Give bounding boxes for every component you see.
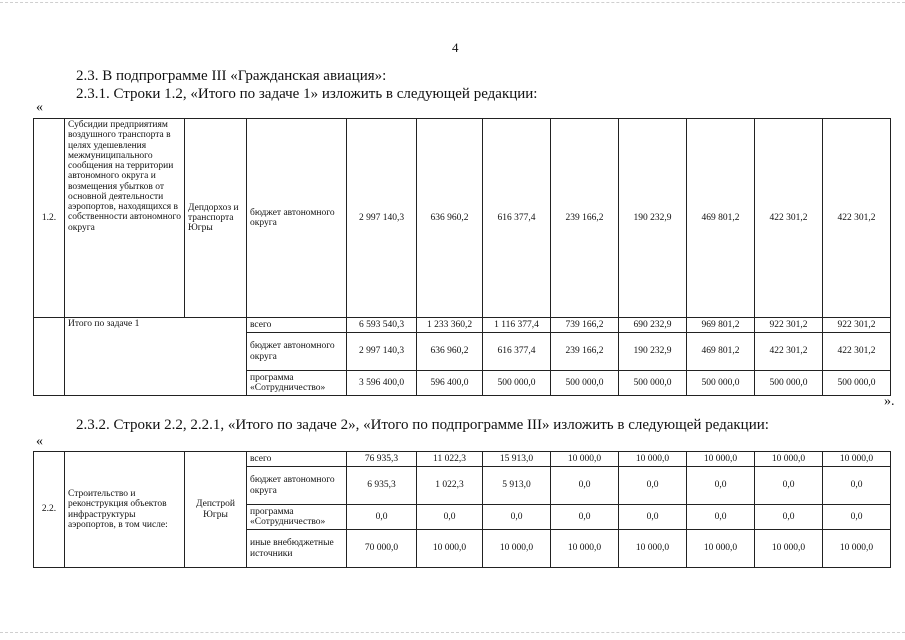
value-cell: 0,0 [483, 505, 551, 530]
value-cell: 239 166,2 [551, 333, 619, 371]
row-source: программа «Сотрудничество» [247, 505, 347, 530]
open-quote-1: « [36, 100, 43, 115]
value-cell: 690 232,9 [619, 318, 687, 333]
value-cell: 500 000,0 [619, 371, 687, 396]
scan-edge-top [0, 2, 905, 5]
value-cell: 239 166,2 [551, 119, 619, 318]
value-cell: 422 301,2 [823, 333, 891, 371]
value-cell: 11 022,3 [417, 452, 483, 467]
value-cell: 0,0 [551, 505, 619, 530]
value-cell: 76 935,3 [347, 452, 417, 467]
value-cell: 0,0 [619, 505, 687, 530]
value-cell: 2 997 140,3 [347, 119, 417, 318]
row-source: иные внебюджетные источники [247, 530, 347, 568]
value-cell: 922 301,2 [823, 318, 891, 333]
row-number: 1.2. [34, 119, 65, 318]
value-cell: 10 000,0 [417, 530, 483, 568]
table-task-2 [33, 451, 891, 568]
scan-edge-bottom [0, 632, 905, 635]
row-source: программа «Сотрудничество» [247, 371, 347, 396]
value-cell: 0,0 [687, 505, 755, 530]
row-executor: Депдорхоз и транспорта Югры [185, 119, 247, 318]
value-cell: 1 022,3 [417, 467, 483, 505]
table-task-1 [33, 118, 891, 396]
value-cell: 10 000,0 [483, 530, 551, 568]
value-cell: 15 913,0 [483, 452, 551, 467]
value-cell: 0,0 [417, 505, 483, 530]
row-description: Субсидии предприятиям воздушного транспорта в целях удешевления межмуниципального сообщения на территории автономного округа и возмещения убытков от основной деятельности аэропортов, находящихся в собственности автономного округа [65, 119, 185, 318]
value-cell: 636 960,2 [417, 333, 483, 371]
value-cell: 0,0 [687, 467, 755, 505]
value-cell: 422 301,2 [755, 119, 823, 318]
empty-cell [34, 318, 65, 396]
value-cell: 500 000,0 [483, 371, 551, 396]
value-cell: 10 000,0 [823, 530, 891, 568]
value-cell: 616 377,4 [483, 333, 551, 371]
value-cell: 500 000,0 [687, 371, 755, 396]
value-cell: 469 801,2 [687, 119, 755, 318]
row-source: всего [247, 318, 347, 333]
value-cell: 70 000,0 [347, 530, 417, 568]
value-cell: 0,0 [823, 467, 891, 505]
row-number: 2.2. [34, 452, 65, 568]
row-source: бюджет автономного округа [247, 333, 347, 371]
value-cell: 10 000,0 [823, 452, 891, 467]
value-cell: 500 000,0 [823, 371, 891, 396]
value-cell: 5 913,0 [483, 467, 551, 505]
section-heading-2-3-2: 2.3.2. Строки 2.2, 2.2.1, «Итого по задаче 2», «Итого по подпрограмме III» изложить в следующей редакции: [76, 417, 769, 433]
page-number: 4 [452, 40, 459, 55]
row-executor: Депстрой Югры [185, 452, 247, 568]
value-cell: 6 593 540,3 [347, 318, 417, 333]
value-cell: 10 000,0 [687, 530, 755, 568]
close-quote: ». [884, 394, 895, 409]
total-label: Итого по задаче 1 [65, 318, 247, 396]
value-cell: 0,0 [347, 505, 417, 530]
value-cell: 6 935,3 [347, 467, 417, 505]
value-cell: 636 960,2 [417, 119, 483, 318]
value-cell: 969 801,2 [687, 318, 755, 333]
value-cell: 422 301,2 [823, 119, 891, 318]
value-cell: 10 000,0 [551, 452, 619, 467]
value-cell: 922 301,2 [755, 318, 823, 333]
section-heading-2-3-1: 2.3.1. Строки 1.2, «Итого по задаче 1» изложить в следующей редакции: [76, 86, 538, 102]
value-cell: 10 000,0 [755, 530, 823, 568]
value-cell: 500 000,0 [755, 371, 823, 396]
section-heading-2-3: 2.3. В подпрограмме III «Гражданская авиация»: [76, 68, 387, 84]
table-row [34, 119, 891, 318]
value-cell: 190 232,9 [619, 333, 687, 371]
value-cell: 10 000,0 [619, 530, 687, 568]
value-cell: 500 000,0 [551, 371, 619, 396]
value-cell: 10 000,0 [755, 452, 823, 467]
value-cell: 10 000,0 [687, 452, 755, 467]
row-source: всего [247, 452, 347, 467]
value-cell: 10 000,0 [551, 530, 619, 568]
table-row [34, 318, 891, 333]
row-source: бюджет автономного округа [247, 467, 347, 505]
row-source: бюджет автономного округа [247, 119, 347, 318]
value-cell: 0,0 [755, 505, 823, 530]
value-cell: 1 116 377,4 [483, 318, 551, 333]
value-cell: 422 301,2 [755, 333, 823, 371]
value-cell: 469 801,2 [687, 333, 755, 371]
table-row [34, 452, 891, 467]
value-cell: 0,0 [551, 467, 619, 505]
value-cell: 0,0 [619, 467, 687, 505]
value-cell: 1 233 360,2 [417, 318, 483, 333]
value-cell: 739 166,2 [551, 318, 619, 333]
value-cell: 190 232,9 [619, 119, 687, 318]
value-cell: 0,0 [823, 505, 891, 530]
value-cell: 616 377,4 [483, 119, 551, 318]
value-cell: 10 000,0 [619, 452, 687, 467]
value-cell: 3 596 400,0 [347, 371, 417, 396]
row-description: Строительство и реконструкция объектов инфраструктуры аэропортов, в том числе: [65, 452, 185, 568]
open-quote-2: « [36, 434, 43, 449]
value-cell: 0,0 [755, 467, 823, 505]
value-cell: 596 400,0 [417, 371, 483, 396]
value-cell: 2 997 140,3 [347, 333, 417, 371]
